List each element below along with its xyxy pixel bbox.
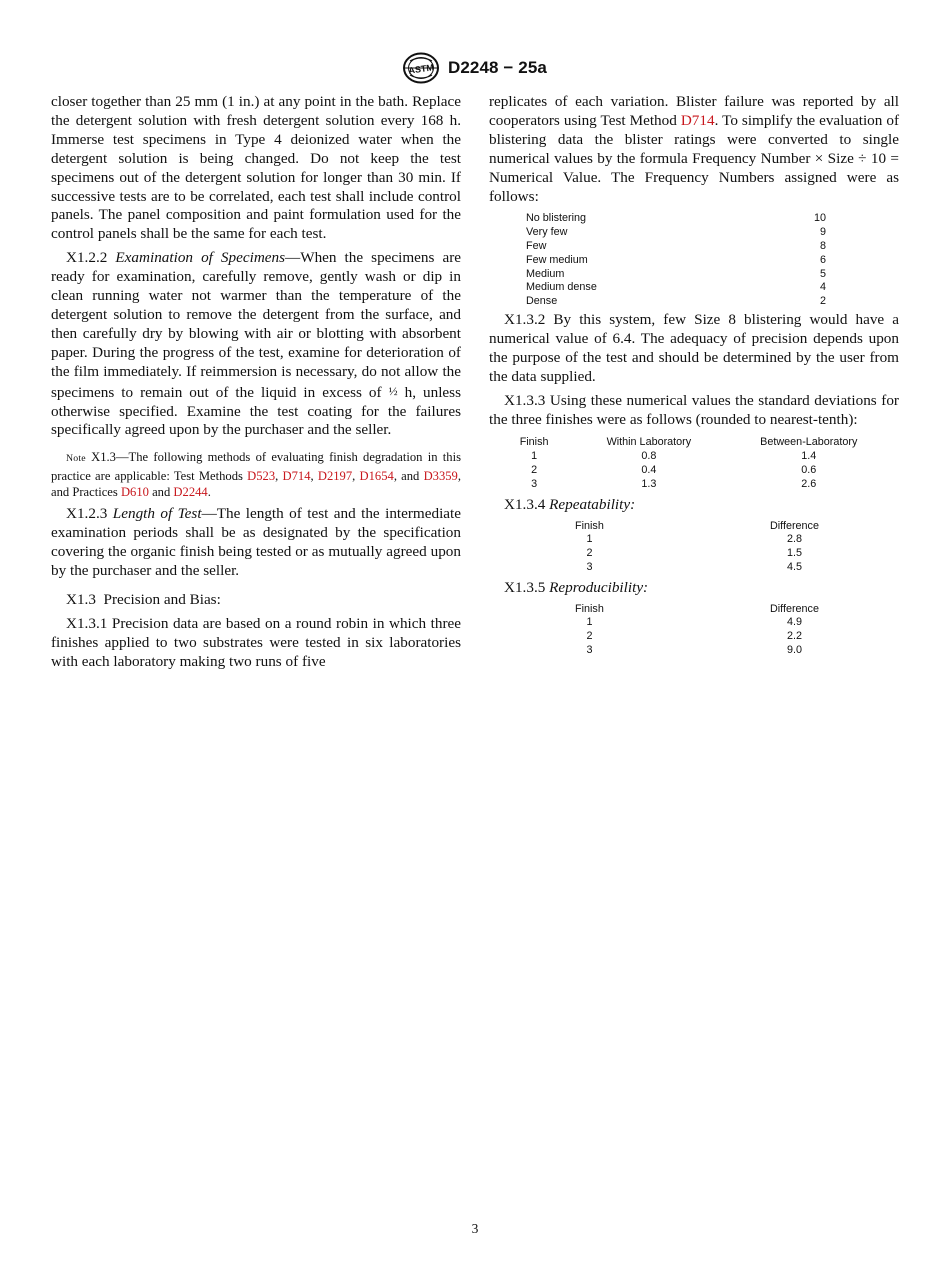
table-cell: Very few (526, 226, 568, 239)
column-header: Finish (519, 436, 549, 449)
table-cell: 6 (819, 253, 826, 266)
table-header-row (489, 520, 899, 534)
ref-link-d610[interactable]: D610 (120, 484, 149, 499)
section-number: X1.3.4 (504, 495, 546, 513)
table-cell: 10 (813, 212, 826, 225)
table-cell: 2 (586, 630, 593, 643)
section-x1-3-heading: X1.3 Precision and Bias: (66, 590, 221, 608)
ref-link-d1654[interactable]: D1654 (359, 468, 394, 483)
ref-link-d523[interactable]: D523 (247, 468, 276, 483)
note-sep: , (275, 468, 283, 483)
repeatability-table (489, 520, 899, 575)
table-row (489, 533, 899, 547)
table-row (489, 450, 899, 464)
document-number: D2248 − 25a (448, 58, 547, 77)
right-column (489, 93, 899, 658)
table-header-row (489, 436, 899, 450)
table-cell: 2.6 (801, 477, 817, 490)
table-cell: 0.8 (641, 450, 657, 463)
table-row (526, 254, 826, 268)
table-cell: 0.4 (641, 464, 657, 477)
ref-link-d3359[interactable]: D3359 (423, 468, 458, 483)
svg-text:ASTM: ASTM (407, 62, 435, 76)
table-cell: 2.2 (786, 630, 802, 643)
table-cell: 2.8 (786, 533, 802, 546)
ref-link-d2244[interactable]: D2244 (173, 484, 208, 499)
section-x1-3-1: X1.3.1 Precision data are based on a round robin in which three finishes applied to two substrates were tested in six laboratories with each laboratory making two runs of five (51, 614, 461, 670)
note-sep: , and Practices (51, 468, 462, 499)
table-row (489, 644, 899, 658)
table-cell: 5 (819, 267, 826, 280)
page-number: 3 (471, 1221, 479, 1236)
table-cell: 3 (531, 477, 538, 490)
section-title: Reproducibility: (549, 578, 649, 596)
section-x1-2-2 (51, 249, 461, 440)
section-number: X1.2.3 (66, 505, 108, 523)
paragraph-continued (489, 93, 899, 206)
table-cell: 9 (819, 226, 826, 239)
section-text: —When the specimens are ready for examination, carefully remove, gently wash or dip in clean running water not warmer than the temperature of the detergent solution to remove the detergent from the surface, and then carefully dry by blowing with air or blotting with absorbent paper. During the progress of the test, examine for deterioration of the film immediately. If reimmersion is necessary, do not allow the specimens to remain out of the liquid in excess of (51, 249, 462, 401)
table-cell: 1 (586, 533, 593, 546)
section-title: Repeatability: (549, 495, 636, 513)
table-row (526, 240, 826, 254)
table-cell: 1.5 (786, 547, 802, 560)
section-number: X1.2.2 (66, 249, 108, 267)
table-cell: Dense (526, 295, 558, 308)
paragraph-continued: closer together than 25 mm (1 in.) at any point in the bath. Replace the detergent solution with fresh detergent solution every 168 h. Immerse test specimens in Type 4 deionized water when the detergent solution is being changed. Do not keep the test specimens out of the detergent solution for longer than 30 min. If successive tests are to be correlated, each test shall include control panels. The panel composition and paint formulation used for the control panels shall be the same for each test. (51, 93, 461, 243)
table-cell: 9.0 (786, 644, 802, 657)
note-end: . (207, 484, 211, 499)
table-cell: 4.9 (786, 616, 802, 629)
section-x1-3-3: X1.3.3 Using these numerical values the standard deviations for the three finishes were as follows (rounded to nearest-tenth): (489, 391, 899, 428)
reproducibility-table (489, 603, 899, 658)
section-x1-3-4 (489, 496, 899, 515)
table-row (489, 630, 899, 644)
table-cell: 1.3 (641, 477, 657, 490)
note-x1-3 (51, 449, 461, 500)
table-cell: 3 (586, 644, 593, 657)
table-cell: 2 (819, 295, 826, 308)
table-cell: Few (526, 240, 547, 253)
note-label: Note (66, 453, 86, 465)
table-row (526, 212, 826, 226)
page-header (0, 52, 950, 86)
table-header-row (489, 603, 899, 617)
column-header: Within Laboratory (606, 436, 692, 449)
paragraph-text: replicates of each variation. Blister failure was reported by all cooperators using Test Method (489, 93, 899, 129)
frequency-numbers-table (526, 212, 826, 309)
table-row (526, 281, 826, 295)
section-x1-3-2: X1.3.2 By this system, few Size 8 blistering would have a numerical value of 6.4. The adequacy of precision depends upon the purpose of the test and should be determined by the user from the data supplied. (489, 311, 899, 385)
table-cell: 2 (531, 464, 538, 477)
section-title: Length of Test (112, 505, 202, 523)
table-cell: 2 (586, 547, 593, 560)
section-text-end: h, unless otherwise specified. Examine the test coating for the failures specifically agreed upon by the purchaser and the seller. (51, 383, 461, 439)
ref-link-d714[interactable]: D714 (282, 468, 311, 483)
paragraph-text-end: . To simplify the evaluation of blistering data the blister ratings were converted to single numerical values by the formula Frequency Number × Size ÷ 10 = Numerical Value. The Frequency Numbers assigned were as follows: (489, 111, 900, 205)
astm-logo (402, 52, 440, 84)
ref-link-d2197[interactable]: D2197 (317, 468, 353, 483)
note-sep: , (310, 468, 318, 483)
table-row (489, 561, 899, 575)
table-cell: 1 (586, 616, 593, 629)
fraction: ½ (388, 383, 398, 398)
ref-link-d714[interactable]: D714 (680, 111, 715, 129)
table-cell: 8 (819, 240, 826, 253)
standard-deviation-table (489, 436, 899, 491)
table-cell: 4.5 (786, 560, 802, 573)
table-cell: 1 (531, 450, 538, 463)
column-header: Difference (769, 602, 819, 615)
note-sep: , and (393, 468, 424, 483)
column-header: Between-Laboratory (760, 436, 858, 449)
table-cell: Medium dense (526, 281, 597, 294)
section-x1-2-3 (51, 505, 461, 581)
left-column (51, 93, 461, 671)
table-cell: Few medium (526, 253, 588, 266)
table-row (526, 226, 826, 240)
table-row (489, 478, 899, 492)
table-cell: Medium (526, 267, 565, 280)
table-row (526, 268, 826, 282)
table-cell: No blistering (526, 212, 587, 225)
table-cell: 1.4 (801, 450, 817, 463)
column-header: Finish (575, 602, 604, 615)
table-row (526, 295, 826, 309)
section-number: X1.3.5 (504, 578, 546, 596)
section-title: Examination of Specimens (115, 249, 286, 267)
column-header: Finish (575, 519, 604, 532)
column-header: Difference (769, 519, 819, 532)
note-sep: and (148, 484, 174, 499)
note-sep: , (352, 468, 360, 483)
section-text: —The length of test and the intermediate examination periods shall be as designated by the specification covering the organic finish being tested or as mutually agreed upon by the purchaser and the seller. (51, 505, 462, 579)
table-row (489, 464, 899, 478)
note-text: X1.3—The following methods of evaluating finish degradation in this practice are applicable: Test Methods (51, 450, 461, 483)
table-cell: 0.6 (801, 464, 817, 477)
table-row (489, 547, 899, 561)
table-cell: 3 (586, 560, 593, 573)
table-cell: 4 (819, 281, 826, 294)
table-row (489, 616, 899, 630)
section-x1-3-5 (489, 579, 899, 598)
